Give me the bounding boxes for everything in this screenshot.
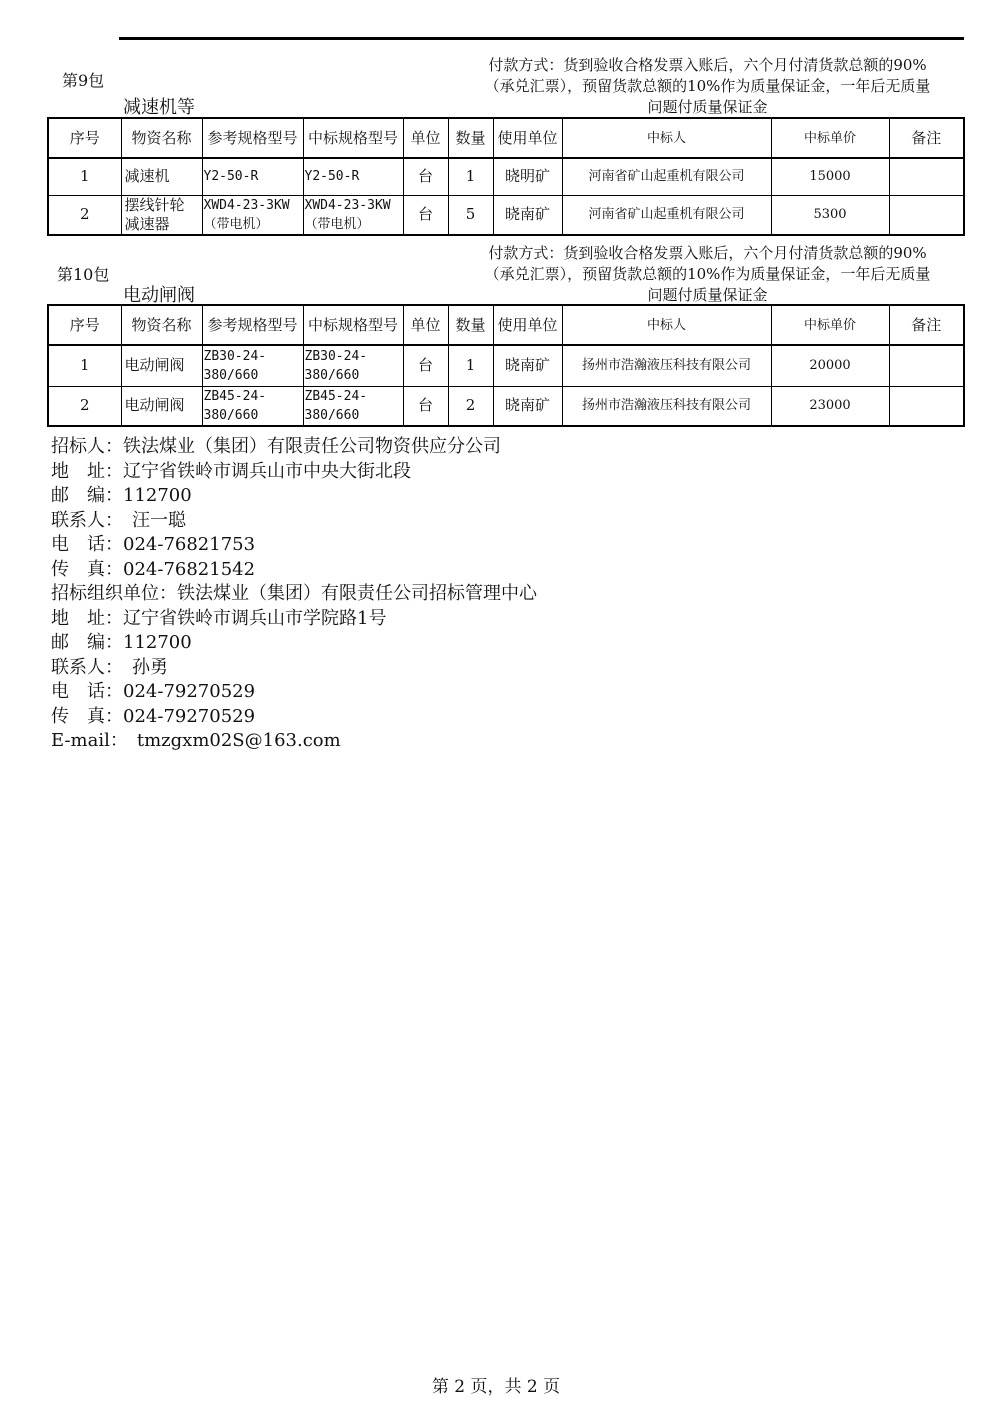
header-cell: 中标规格型号 <box>303 305 403 345</box>
table-header-row <box>48 118 964 158</box>
header-cell: 单位 <box>403 118 448 158</box>
cell-name: 电动闸阀 <box>121 386 202 426</box>
cell-price: 20000 <box>771 345 889 386</box>
table-row <box>48 386 964 426</box>
payment-line: 问题付质量保证金 <box>647 286 768 304</box>
cell-ref-spec: Y2-50-R <box>202 158 303 195</box>
contact-line: 邮 编：112700 <box>51 632 192 653</box>
cell-ref-spec: ZB30-24-380/660 <box>202 345 303 386</box>
contact-line: 电 话：024-76821753 <box>51 534 256 555</box>
payment-line: 付款方式：货到验收合格发票入账后，六个月付清货款总额的90% <box>488 56 927 74</box>
table-row <box>48 195 964 235</box>
cell-bid-spec: Y2-50-R <box>303 158 403 195</box>
header-cell: 数量 <box>448 305 493 345</box>
cell-unit: 台 <box>403 158 448 195</box>
cell-unit: 台 <box>403 386 448 426</box>
contact-line: 邮 编：112700 <box>51 485 192 506</box>
header-cell: 中标规格型号 <box>303 118 403 158</box>
cell-note <box>889 158 964 195</box>
header-cell: 使用单位 <box>493 305 562 345</box>
cell-name: 减速机 <box>121 158 202 195</box>
header-cell: 物资名称 <box>121 118 202 158</box>
header-cell: 中标人 <box>562 305 771 345</box>
contact-line: 联系人： 孙勇 <box>51 656 168 678</box>
header-cell: 序号 <box>48 305 121 345</box>
cell-bid-spec: ZB45-24-380/660 <box>303 386 403 426</box>
header-cell: 中标单价 <box>771 305 889 345</box>
cell-qty: 5 <box>448 195 493 235</box>
contact-block <box>51 435 537 754</box>
cell-winner: 扬州市浩瀚液压科技有限公司 <box>562 345 771 386</box>
cell-unit: 台 <box>403 195 448 235</box>
cell-ref-spec: ZB45-24-380/660 <box>202 386 303 426</box>
cell-no: 2 <box>48 195 121 235</box>
contact-line: 传 真：024-76821542 <box>51 558 256 580</box>
contact-line: 招标组织单位：铁法煤业（集团）有限责任公司招标管理中心 <box>51 583 537 604</box>
cell-bid-spec: ZB30-24-380/660 <box>303 345 403 386</box>
package-subject: 电动闸阀 <box>123 285 195 306</box>
cell-no: 1 <box>48 158 121 195</box>
cell-unit: 台 <box>403 345 448 386</box>
payment-line: （承兑汇票），预留货款总额的10%作为质量保证金，一年后无质量 <box>484 265 931 283</box>
payment-line: （承兑汇票），预留货款总额的10%作为质量保证金，一年后无质量 <box>484 77 931 95</box>
header-cell: 序号 <box>48 118 121 158</box>
header-cell: 备注 <box>889 305 964 345</box>
table-row <box>48 158 964 195</box>
cell-qty: 1 <box>448 158 493 195</box>
cell-price: 15000 <box>771 158 889 195</box>
header-cell: 物资名称 <box>121 305 202 345</box>
cell-price: 5300 <box>771 195 889 235</box>
cell-ref-spec: XWD4-23-3KW（带电机） <box>202 195 303 235</box>
header-cell: 使用单位 <box>493 118 562 158</box>
contact-email: E-mail： tmzgxm02S@163.com <box>51 730 341 751</box>
header-cell: 数量 <box>448 118 493 158</box>
cell-name: 摆线针轮减速器 <box>121 195 202 235</box>
table-header-row <box>48 305 964 345</box>
contact-line: 传 真：024-79270529 <box>51 705 256 727</box>
header-cell: 参考规格型号 <box>202 305 303 345</box>
cell-bid-spec: XWD4-23-3KW（带电机） <box>303 195 403 235</box>
cell-user: 晓南矿 <box>493 345 562 386</box>
cell-user: 晓南矿 <box>493 195 562 235</box>
package-table <box>47 304 965 427</box>
cell-winner: 河南省矿山起重机有限公司 <box>562 195 771 235</box>
cell-price: 23000 <box>771 386 889 426</box>
cell-no: 1 <box>48 345 121 386</box>
package-label: 第10包 <box>57 265 110 284</box>
cell-note <box>889 195 964 235</box>
table-row <box>48 345 964 386</box>
cell-winner: 河南省矿山起重机有限公司 <box>562 158 771 195</box>
contact-line: 地 址：辽宁省铁岭市调兵山市学院路1号 <box>51 607 387 629</box>
cell-note <box>889 345 964 386</box>
package-subject: 减速机等 <box>123 97 195 118</box>
header-cell: 中标单价 <box>771 118 889 158</box>
header-cell: 参考规格型号 <box>202 118 303 158</box>
cell-user: 晓明矿 <box>493 158 562 195</box>
top-rule <box>119 37 964 40</box>
header-cell: 单位 <box>403 305 448 345</box>
package-table <box>47 117 965 236</box>
cell-winner: 扬州市浩瀚液压科技有限公司 <box>562 386 771 426</box>
contact-line: 联系人： 汪一聪 <box>51 509 186 531</box>
cell-name: 电动闸阀 <box>121 345 202 386</box>
payment-terms <box>455 55 960 118</box>
payment-terms <box>455 243 960 306</box>
cell-user: 晓南矿 <box>493 386 562 426</box>
header-cell: 备注 <box>889 118 964 158</box>
cell-qty: 1 <box>448 345 493 386</box>
payment-line: 问题付质量保证金 <box>647 98 768 116</box>
cell-note <box>889 386 964 426</box>
contact-line: 地 址：辽宁省铁岭市调兵山市中央大街北段 <box>51 460 411 482</box>
contact-line: 招标人：铁法煤业（集团）有限责任公司物资供应分公司 <box>51 436 501 457</box>
package-label: 第9包 <box>62 71 105 90</box>
cell-qty: 2 <box>448 386 493 426</box>
cell-no: 2 <box>48 386 121 426</box>
page-footer: 第 2 页，共 2 页 <box>431 1377 561 1397</box>
payment-line: 付款方式：货到验收合格发票入账后，六个月付清货款总额的90% <box>488 244 927 262</box>
header-cell: 中标人 <box>562 118 771 158</box>
contact-line: 电 话：024-79270529 <box>51 681 256 702</box>
